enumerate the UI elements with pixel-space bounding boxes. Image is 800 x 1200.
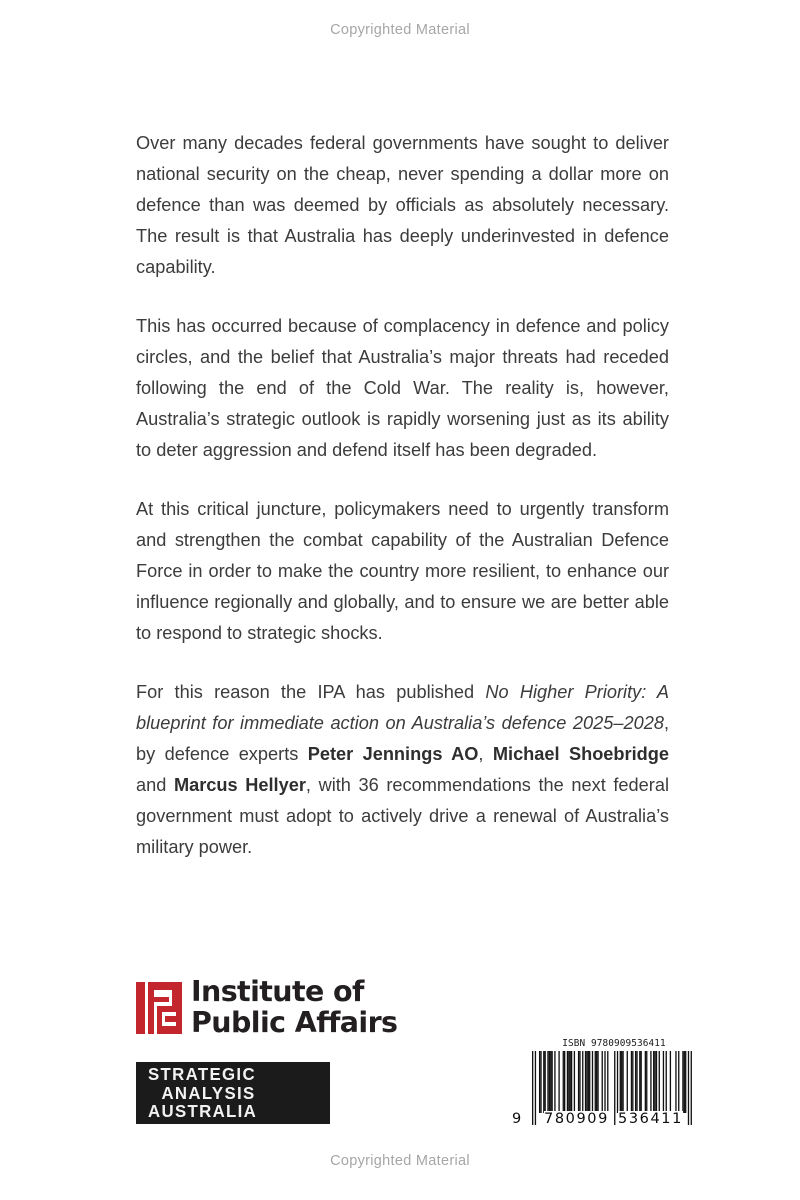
author-name-michael-shoebridge: Michael Shoebridge: [492, 744, 669, 764]
blurb-p4-segment-3: ,: [478, 744, 493, 764]
ipa-wordmark-line-1: Institute of: [191, 975, 364, 1008]
barcode-digits: [510, 1111, 696, 1127]
barcode-digit-group-right: 536411: [618, 1111, 683, 1127]
book-title: No Higher Priority: A blueprint for immediate action on Australia’s defence 2025–2028: [136, 682, 669, 733]
barcode-area: [510, 1051, 696, 1127]
barcode-digit-lead: 9: [512, 1111, 522, 1127]
blurb-paragraph-1: Over many decades federal governments have sought to deliver national security on the cheap, never spending a dollar more on defence than was deemed by officials as absolutely necessary. The result is that Australia has deeply underinvested in defence capability.: [136, 133, 669, 277]
saa-logo-line-3: AUSTRALIA: [148, 1101, 258, 1122]
strategic-analysis-australia-logo: [136, 1062, 330, 1124]
ipa-wordmark-line-2: Public Affairs: [191, 1005, 398, 1039]
blurb-paragraph-4: [136, 677, 669, 863]
author-name-peter-jennings: Peter Jennings AO: [307, 744, 479, 764]
blurb-p4-segment-5: , with 36 recommendations the next federal government must adopt to actively drive a renewal of Australia’s military power.: [136, 775, 669, 857]
barcode-digit-group-left: 780909: [544, 1111, 609, 1127]
isbn-barcode-block: [510, 1038, 696, 1127]
ipa-logo: [136, 975, 398, 1039]
blurb-p4-segment-4: and: [136, 775, 174, 795]
blurb-paragraph-3: At this critical juncture, policymakers need to urgently transform and strengthen the combat capability of the Australian Defence Force in order to make the country more resilient, to enhance our influence regionally and globally, and to ensure we are better able to respond to strategic shocks.: [136, 499, 669, 643]
blurb-p4-segment-1: For this reason the IPA has published: [136, 682, 486, 702]
blurb-p4-segment-2: , by defence experts: [136, 713, 669, 764]
copyrighted-material-watermark-bottom: Copyrighted Material: [330, 1153, 470, 1169]
back-cover-blurb: [136, 128, 669, 863]
author-name-marcus-hellyer: Marcus Hellyer: [173, 775, 306, 795]
saa-logo-line-2: ANALYSIS: [161, 1082, 256, 1103]
saa-logo-line-1: STRATEGIC: [148, 1064, 256, 1085]
copyrighted-material-watermark-top: Copyrighted Material: [330, 22, 470, 38]
ipa-wordmark: [191, 975, 398, 1039]
blurb-paragraph-2: This has occurred because of complacency in defence and policy circles, and the belief that Australia’s major threats had receded following the end of the Cold War. The reality is, however, Australia’s strategic outlook is rapidly worsening just as its ability to deter aggression and defend itself has been degraded.: [136, 316, 669, 460]
isbn-label: ISBN 9780909536411: [562, 1038, 666, 1049]
ipa-monogram-icon: [136, 982, 182, 1034]
